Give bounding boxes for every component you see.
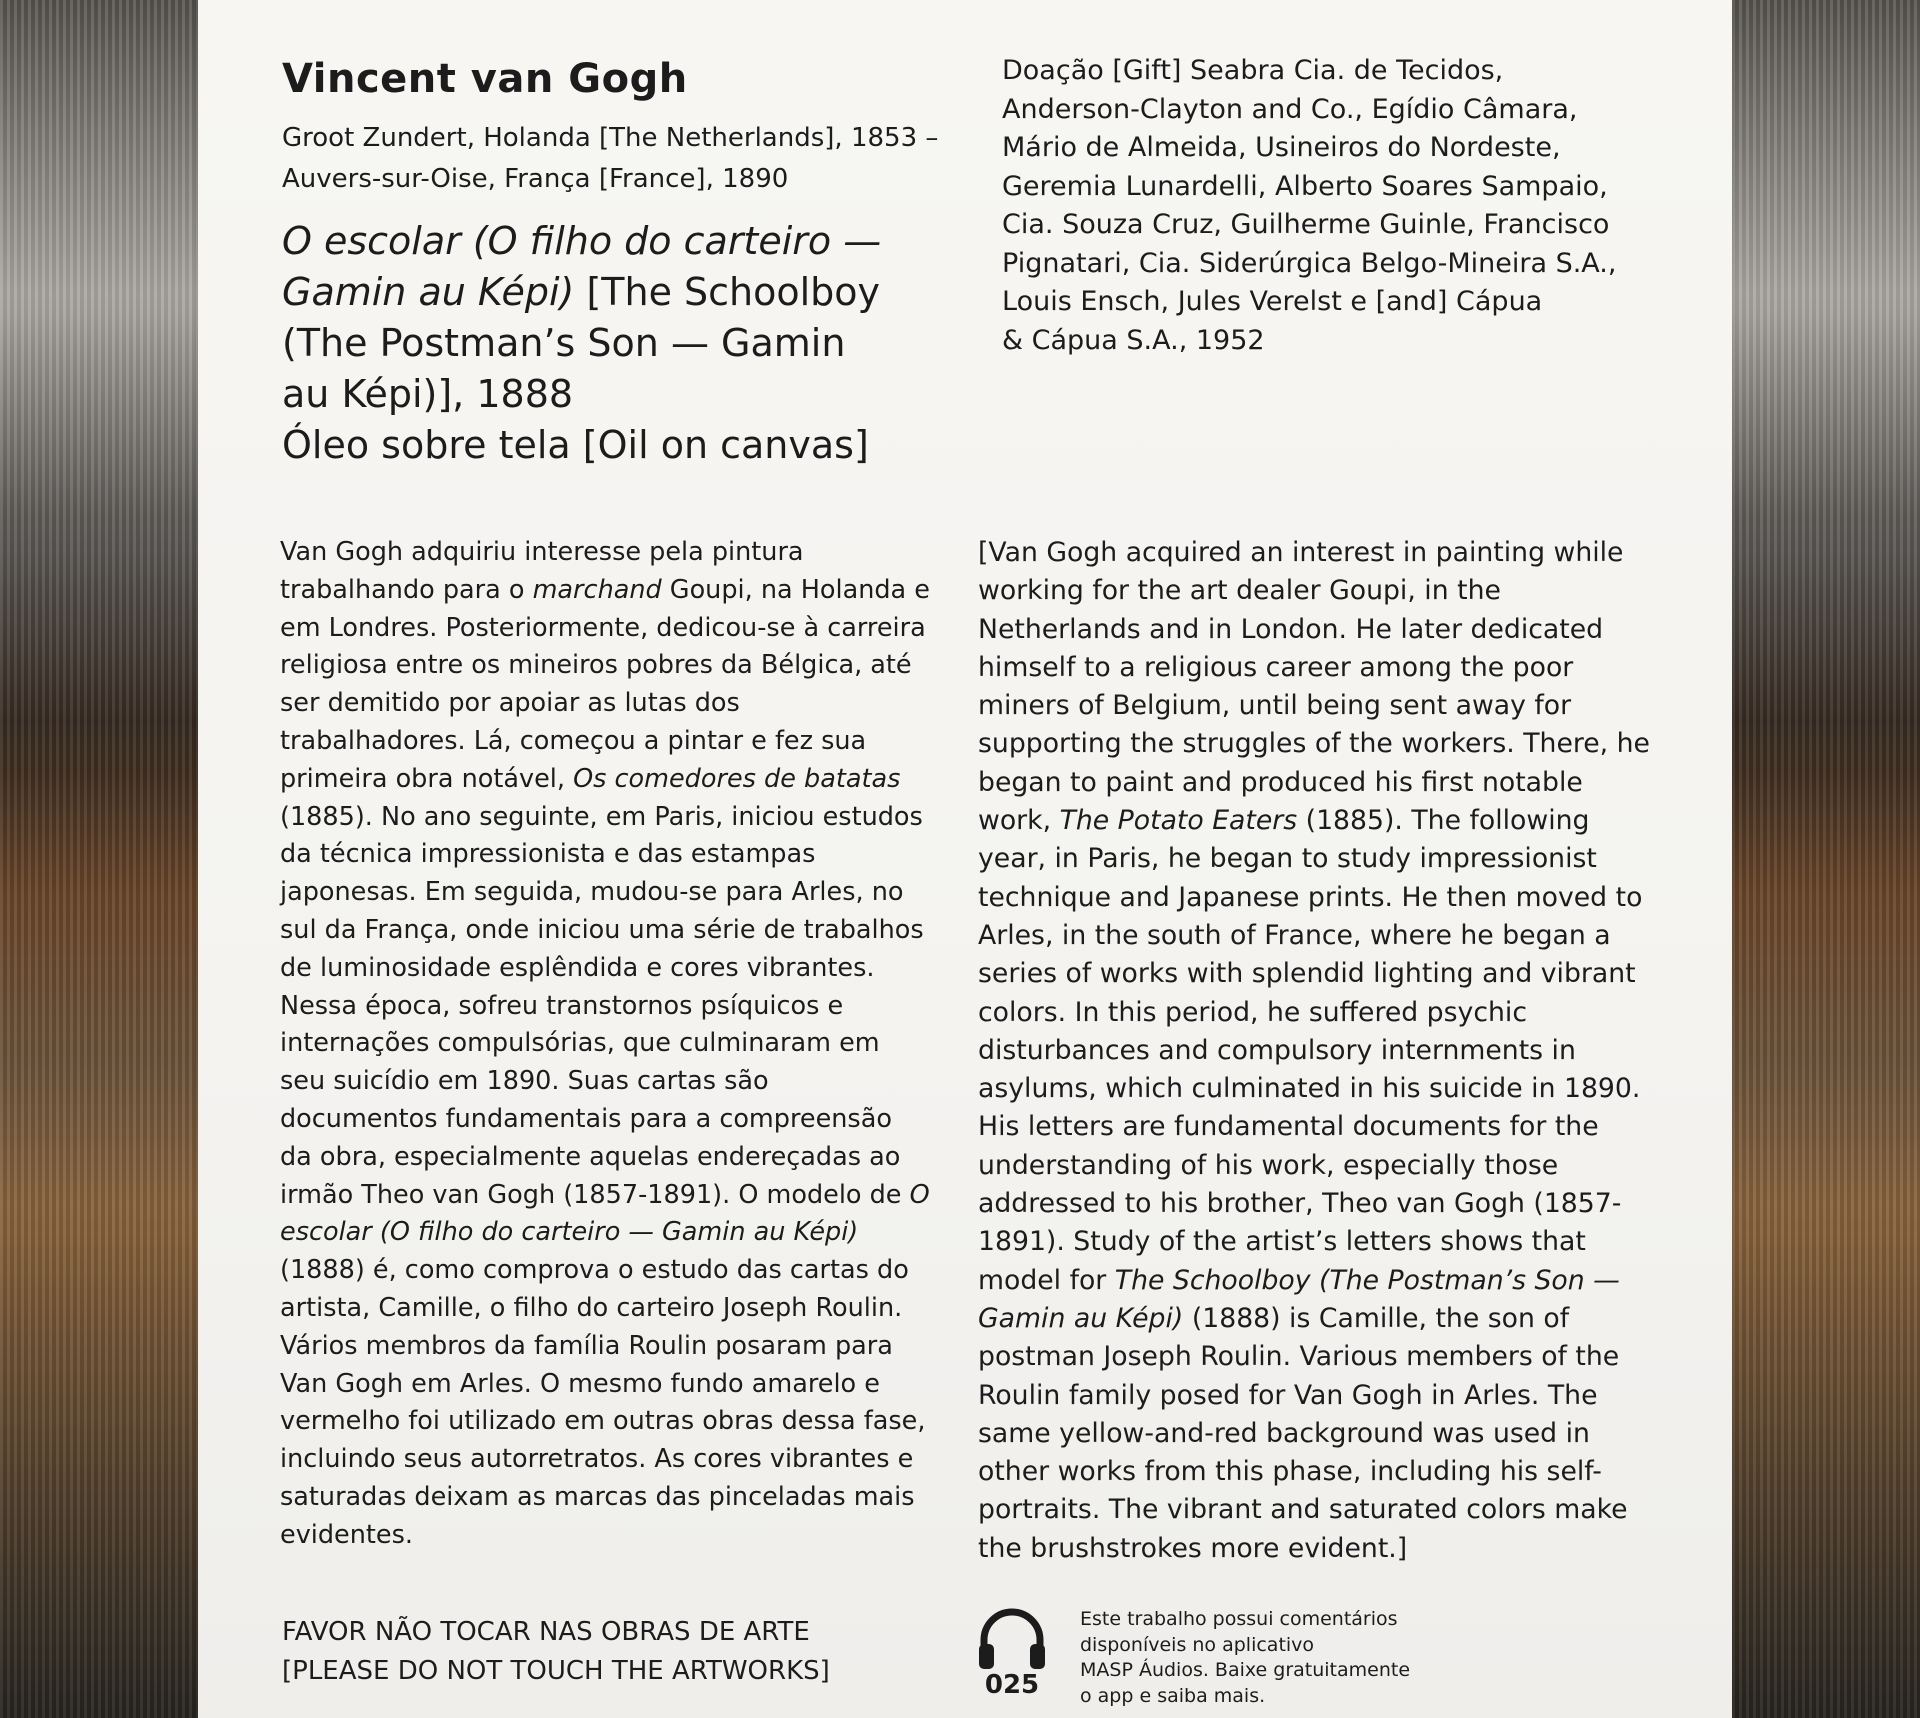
title-en: au Képi)], 1888 [282,372,574,416]
gift-line: Anderson-Clayton and Co., Egídio Câmara, [1002,93,1578,125]
gift-line: Geremia Lunardelli, Alberto Soares Sampaio, [1002,170,1608,202]
audio-line: MASP Áudios. Baixe gratuitamente [1080,1659,1411,1681]
text-span: (1885). No ano seguinte, em Paris, iniciou estudos da técnica impressionista e das estampas japonesas. Em seguida, mudou-se para Arles, no sul da França, onde iniciou uma série de trabalhos de luminosidade esplêndida e cores vibrantes. Nessa época, sofreu transtornos psíquicos e internações compulsórias, que culminaram em seu suicídio em 1890. Suas cartas são documentos fundamentais para a compreensão da obra, especialmente aquelas endereçadas ao irmão Theo van Gogh (1857-1891). O modelo de [280,801,924,1210]
gift-line: & Cápua S.A., 1952 [1002,324,1265,356]
gift-line: Louis Ensch, Jules Verelst e [and] Cápua [1002,286,1543,317]
artwork-title [282,216,922,471]
audio-guide-text [1080,1607,1440,1709]
background-wall-left [0,0,198,1718]
gift-line: Pignatari, Cia. Siderúrgica Belgo-Mineira S.A., [1002,247,1617,279]
bio-line: Groot Zundert, Holanda [The Netherlands], 1853 – [282,123,939,153]
title-en: (The Postman’s Son — Gamin [282,321,846,365]
text-italic: marchand [532,574,662,605]
notice-line: [PLEASE DO NOT TOUCH THE ARTWORKS] [282,1656,830,1686]
artist-bio [282,118,982,200]
text-span: (1888) is Camille, the son of postman Joseph Roulin. Various members of the Roulin family posed for Van Gogh in Arles. The same yellow-and-red background was used in other works from this phase, including his self-portraits. The vibrant and saturated colors make the brushstrokes more evident.] [978,1302,1628,1564]
background-wall-right [1732,0,1920,1718]
artwork-medium: Óleo sobre tela [Oil on canvas] [282,423,869,467]
text-italic: The Schoolboy (The Postman’s Son — Gamin au Képi) [978,1264,1620,1334]
text-italic: O escolar (O filho do carteiro — Gamin au Képi) [280,1179,930,1248]
notice-line: FAVOR NÃO TOCAR NAS OBRAS DE ARTE [282,1617,810,1647]
audio-line: disponíveis no aplicativo [1080,1633,1315,1656]
gift-line: Doação [Gift] Seabra Cia. de Tecidos, [1002,55,1504,86]
description-portuguese [280,534,930,1555]
text-span: Goupi, na Holanda e em Londres. Posteriormente, dedicou-se à carreira religiosa entre os mineiros pobres da Bélgica, até ser demitido por apoiar as lutas dos trabalhadores. Lá, começou a pintar e fez sua primeira obra notável, [280,574,930,794]
title-en: [The Schoolboy [574,270,881,314]
text-span: [Van Gogh acquired an interest in painting while working for the art dealer Goupi, in the Netherlands and in London. He later dedicated himself to a religious career among the poor miners of Belgium, until being sent away for supporting the struggles of the workers. There, he began to paint and produced his first notable work, [978,537,1650,837]
title-pt-italic: Gamin au Képi) [282,270,575,314]
artist-name: Vincent van Gogh [282,56,688,102]
museum-label-panel [198,0,1732,1718]
text-span: (1888) é, como comprova o estudo das cartas do artista, Camille, o filho do carteiro Joseph Roulin. Vários membros da família Roulin posaram para Van Gogh em Arles. O mesmo fundo amarelo e vermelho foi utilizado em outras obras dessa fase, incluindo seus autorretratos. As cores vibrantes e saturadas deixam as marcas das pinceladas mais evidentes. [280,1255,926,1550]
text-span: (1885). The following year, in Paris, he began to study impressionist technique and Japanese prints. He then moved to Arles, in the south of France, where he began a series of works with splendid lighting and vibrant colors. In this period, he suffered psychic disturbances and compulsory internments in asylums, which culminated in his suicide in 1890. His letters are fundamental documents for the understanding of his work, especially those addressed to his brother, Theo van Gogh (1857-1891). Study of the artist’s letters shows that model for [978,805,1643,1296]
text-italic: The Potato Eaters [1059,805,1298,837]
text-span: Van Gogh adquiriu interesse pela pintura trabalhando para o [280,537,804,605]
text-italic: Os comedores de batatas [573,763,901,794]
gift-line: Mário de Almeida, Usineiros do Nordeste, [1002,132,1561,163]
audio-guide-number: 025 [984,1670,1040,1700]
audio-line: o app e saiba mais. [1080,1684,1266,1707]
audio-line: Este trabalho possui comentários [1080,1608,1398,1630]
gift-credit [1002,52,1642,360]
bio-line: Auvers-sur-Oise, França [France], 1890 [282,164,789,194]
headphones-icon [976,1606,1048,1670]
do-not-touch-notice [282,1613,902,1691]
description-english [978,534,1658,1568]
title-pt-italic: O escolar (O filho do carteiro — [282,219,882,263]
gift-line: Cia. Souza Cruz, Guilherme Guinle, Francisco [1002,209,1610,240]
